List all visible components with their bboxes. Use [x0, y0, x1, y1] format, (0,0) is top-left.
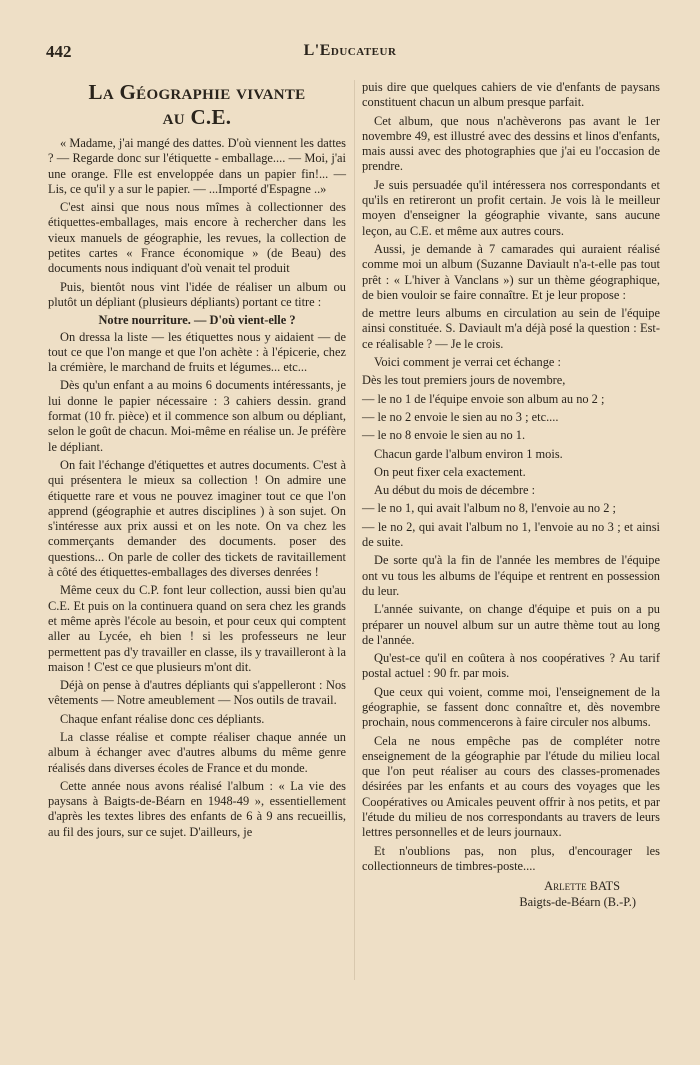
journal-title: L'Educateur — [303, 42, 397, 59]
paragraph: Qu'est-ce qu'il en coûtera à nos coopératives ? Au tarif postal actuel : 90 fr. par mois. — [362, 651, 660, 681]
paragraph: La classe réalise et compte réaliser chaque année un album à échanger avec d'autres albums du même genre réalisés dans diverses écoles de France et du monde. — [48, 729, 346, 775]
author-name: Arlette BATS — [544, 879, 620, 894]
paragraph: de mettre leurs albums en circulation au sein de l'équipe ainsi constituée. S. Daviault m'a déjà posé la question : Est-ce réalisable ? — Je le crois. — [362, 306, 660, 351]
paragraph: Cet album, que nous n'achèverons pas avant le 1er novembre 49, est illustré avec des dessins et linos d'enfants, mais aussi avec des photographies que j'ai eu l'occasion de prendre. — [362, 113, 660, 174]
column-divider — [354, 80, 355, 980]
left-column — [48, 80, 346, 843]
paragraph: C'est ainsi que nous nous mîmes à collectionner des étiquettes-emballages, mais encore à rechercher dans les vieux manuels de géographie, les revues, la collection de petites cartes « France économique » (de Beau) des documents nous indiquant d'où venait tel produit — [48, 200, 346, 276]
paragraph: Chaque enfant réalise donc ces dépliants. — [60, 711, 265, 726]
page-header — [46, 42, 654, 64]
paragraph: Voici comment je verrai cet échange : — [374, 355, 561, 370]
list-item: — le no 1 de l'équipe envoie son album au no 2 ; — [362, 391, 605, 406]
paragraph: On peut fixer cela exactement. — [374, 464, 526, 479]
right-column — [362, 80, 660, 910]
title-line-1: La Géographie vivante — [88, 80, 306, 104]
paragraph: Chacun garde l'album environ 1 mois. — [374, 446, 563, 461]
paragraph: Dès qu'un enfant a au moins 6 documents intéressants, je lui donne le papier nécessaire : 3 cahiers dessin. grand format (10 fr. pièce) et il commence son album ou dépliant, selon le goût de chacun. Moi-même en réalise un. Je préfère le dépliant. — [48, 378, 346, 454]
list-item: — le no 2 envoie le sien au no 3 ; etc.... — [362, 409, 559, 424]
page-number: 442 — [46, 42, 72, 61]
list-item: — le no 1, qui avait l'album no 8, l'envoie au no 2 ; — [362, 501, 616, 516]
paragraph: « Madame, j'ai mangé des dattes. D'où viennent les dattes ? — Regarde donc sur l'étiquette - emballage.... — Moi, j'ai une orange. Flle est enveloppée dans un papier fin!... — Lis, ce qu'il y a sur le papier. — ...Importé d'Espagne ..» — [48, 136, 346, 196]
title-line-2: au C.E. — [162, 105, 232, 129]
article-title — [48, 80, 346, 130]
paragraph: Cela ne nous empêche pas de compléter notre enseignement de la géographie par l'étude du milieu local que l'on peut réaliser au cours des classes-promenades désirées par les enfants et au cours des voyages que les Coopératives ou Amicales peuvent offrir à nos petits, et par l'étude du milieu de nos correspondants au travers de leurs lettres personnelles et de leurs journaux. — [362, 733, 660, 840]
section-subhead: Notre nourriture. — D'où vient-elle ? — [98, 313, 296, 328]
paragraph: Dès les tout premiers jours de novembre, — [362, 373, 566, 388]
paragraph: Que ceux qui voient, comme moi, l'enseignement de la géographie, se fassent donc connaître et, dès novembre prochain, nous commencerons à faire circuler nos albums. — [362, 684, 660, 730]
paragraph: On dressa la liste — les étiquettes nous y aidaient — de tout ce que l'on mange et que l'on achète : à l'épicerie, chez la crémière, le marchand de fruits et légumes... etc... — [48, 329, 346, 375]
signature-block — [362, 878, 660, 910]
list-item: — le no 8 envoie le sien au no 1. — [362, 428, 526, 443]
list-item: — le no 2, qui avait l'album no 1, l'envoie au no 3 ; et ainsi de suite. — [362, 519, 660, 550]
paragraph: puis dire que quelques cahiers de vie d'enfants de paysans constituent chacun un album presque parfait. — [362, 80, 660, 110]
paragraph: Déjà on pense à d'autres dépliants qui s'appelleront : Nos vêtements — Notre ameublement — Nos outils de travail. — [48, 678, 346, 708]
paragraph: Je suis persuadée qu'il intéressera nos correspondants et qu'ils en retireront un profit certain. Je vois là le meilleur moyen d'enseigner la géographie vivante, sans aucune leçon, au C.E. et même aux autres cours. — [362, 177, 660, 238]
paragraph: Et n'oublions pas, non plus, d'encourager les collectionneurs de timbres-poste.... — [362, 843, 660, 873]
paragraph: De sorte qu'à la fin de l'année les membres de l'équipe ont vu tous les albums de l'équipe et rentrent en possession du leur. — [362, 553, 660, 598]
paragraph: Aussi, je demande à 7 camarades qui auraient réalisé comme moi un album (Suzanne Daviault n'a-t-elle pas tout prêt : « L'hiver à Vanclans ») sur un thème géographique, de bien vouloir se faire connaître. Et je leur propose : — [362, 241, 660, 302]
paragraph: Même ceux du C.P. font leur collection, aussi bien qu'au C.E. Et puis on la continuera quand on sera chez les grands et même après l'école au besoin, et pour ceux qui comptent aller au Lycée, eh bien ! si les professeurs ne leur permettent pas d'y travailler en classe, ils y travailleront à la maison ! C'est ce que plusieurs m'ont dit. — [48, 583, 346, 674]
paragraph: Cette année nous avons réalisé l'album : « La vie des paysans à Baigts-de-Béarn en 1948-49 », essentiellement d'après les textes libres des enfants de 6 à 9 ans recueillis, au fil des jours, sur ce sujet. D'ailleurs, je — [48, 778, 346, 839]
author-place: Baigts-de-Béarn (B.-P.) — [519, 895, 636, 910]
paragraph: L'année suivante, on change d'équipe et puis on a pu préparer un nouvel album sur un autre thème tout au long de l'année. — [362, 602, 660, 647]
paragraph: On fait l'échange d'étiquettes et autres documents. C'est à qui présentera le mieux sa collection ! On admire une étiquette rare et vous ne pouvez imaginer tout ce que l'on apprend (géographie et autres disciplines ) à son sujet. On s'intéresse aux prix aussi et on les note. On va chez les commerçants demander des documents. poser des questions... On parle de coller des tickets de ravitaillement à côté des étiquettes-emballages des diverses denrées ! — [48, 457, 346, 580]
paragraph: Au début du mois de décembre : — [374, 483, 536, 498]
paragraph: Puis, bientôt nous vint l'idée de réaliser un album ou plutôt un dépliant (plusieurs dépliants) portant ce titre : — [48, 279, 346, 309]
